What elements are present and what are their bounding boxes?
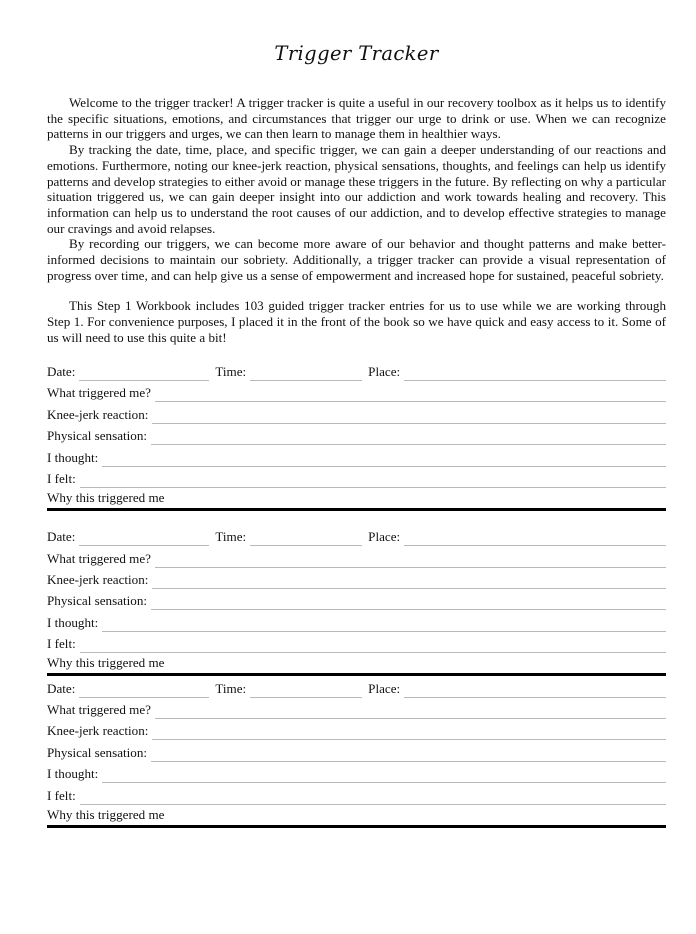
date-label: Date: (47, 529, 76, 545)
what-triggered-input[interactable] (155, 550, 666, 568)
why-triggered-label: Why this triggered me (47, 806, 165, 822)
date-label: Date: (47, 680, 76, 696)
i-thought-label: I thought: (47, 766, 99, 782)
tracker-entry (47, 360, 666, 511)
knee-jerk-label: Knee-jerk reaction: (47, 572, 149, 588)
i-felt-input[interactable] (80, 635, 666, 653)
physical-sensation-row (47, 424, 666, 445)
date-time-place-row (47, 676, 666, 697)
place-input[interactable] (404, 680, 666, 698)
what-triggered-row (47, 381, 666, 402)
i-thought-input[interactable] (102, 614, 666, 632)
page-title: Trigger Tracker (274, 42, 439, 65)
i-felt-input[interactable] (80, 470, 666, 488)
date-time-place-row (47, 525, 666, 546)
i-felt-row (47, 467, 666, 488)
entry-divider (47, 508, 666, 511)
paragraph-2: By tracking the date, time, place, and specific trigger, we can gain a deeper understanding of our reactions and emotions. Furthermore, noting our knee-jerk reaction, physical sensations, thoughts, and feelings can help us identify patterns and develop strategies to either avoid or manage these triggers in the future. By reflecting on why a particular situation triggered us, we can gain deeper insight into our addiction and work towards healing and recovery. This information can help us to understand the root causes of our addiction, and to develop effective strategies to manage our cravings and avoid relapses. (47, 142, 666, 236)
time-label: Time: (215, 529, 247, 545)
i-thought-label: I thought: (47, 449, 99, 465)
why-triggered-label: Why this triggered me (47, 655, 165, 671)
what-triggered-row (47, 698, 666, 719)
date-input[interactable] (79, 680, 209, 698)
i-felt-label: I felt: (47, 787, 76, 803)
intro-text (47, 95, 666, 346)
what-triggered-label: What triggered me? (47, 702, 151, 718)
physical-sensation-label: Physical sensation: (47, 593, 148, 609)
what-triggered-input[interactable] (155, 384, 666, 402)
i-felt-row (47, 783, 666, 804)
time-input[interactable] (250, 680, 362, 698)
entry-divider (47, 825, 666, 828)
i-felt-label: I felt: (47, 470, 76, 486)
knee-jerk-row (47, 568, 666, 589)
time-label: Time: (215, 680, 247, 696)
knee-jerk-label: Knee-jerk reaction: (47, 723, 149, 739)
i-thought-row (47, 445, 666, 466)
time-label: Time: (215, 363, 247, 379)
place-label: Place: (368, 363, 401, 379)
physical-sensation-input[interactable] (151, 592, 666, 610)
what-triggered-label: What triggered me? (47, 550, 151, 566)
place-label: Place: (368, 529, 401, 545)
what-triggered-input[interactable] (155, 701, 666, 719)
physical-sensation-label: Physical sensation: (47, 744, 148, 760)
tracker-entry (47, 676, 666, 827)
what-triggered-label: What triggered me? (47, 385, 151, 401)
physical-sensation-row (47, 589, 666, 610)
time-input[interactable] (250, 363, 362, 381)
i-thought-label: I thought: (47, 614, 99, 630)
knee-jerk-label: Knee-jerk reaction: (47, 406, 149, 422)
knee-jerk-input[interactable] (152, 571, 666, 589)
time-input[interactable] (250, 528, 362, 546)
place-input[interactable] (404, 528, 666, 546)
knee-jerk-input[interactable] (152, 406, 666, 424)
physical-sensation-row (47, 740, 666, 761)
knee-jerk-row (47, 402, 666, 423)
tracker-entry (47, 525, 666, 676)
why-triggered-label: Why this triggered me (47, 489, 165, 505)
paragraph-4: This Step 1 Workbook includes 103 guided trigger tracker entries for us to use while we are working through Step 1. For convenience purposes, I placed it in the front of the book so we have quick and easy access to it. Some of us will need to use this quite a bit! (47, 298, 666, 345)
place-input[interactable] (404, 363, 666, 381)
i-thought-input[interactable] (102, 765, 666, 783)
i-thought-row (47, 762, 666, 783)
date-time-place-row (47, 360, 666, 381)
knee-jerk-input[interactable] (152, 722, 666, 740)
place-label: Place: (368, 680, 401, 696)
date-input[interactable] (79, 363, 209, 381)
i-thought-input[interactable] (102, 449, 666, 467)
i-felt-row (47, 632, 666, 653)
physical-sensation-input[interactable] (151, 427, 666, 445)
i-thought-row (47, 610, 666, 631)
physical-sensation-input[interactable] (151, 744, 666, 762)
paragraph-1: Welcome to the trigger tracker! A trigger tracker is quite a useful in our recovery toolbox as it helps us to identify the specific situations, emotions, and circumstances that trigger our urge to drink or use. When we can recognize patterns in our triggers and urges, we can then learn to manage them in healthier ways. (47, 95, 666, 142)
date-input[interactable] (79, 528, 209, 546)
paragraph-3: By recording our triggers, we can become more aware of our behavior and thought patterns and make better-informed decisions to maintain our sobriety. Additionally, a trigger tracker can provide a visual representation of progress over time, and can help give us a sense of empowerment and increased hope for sustained, peaceful sobriety. (47, 236, 666, 283)
physical-sensation-label: Physical sensation: (47, 428, 148, 444)
page-content (47, 0, 666, 828)
knee-jerk-row (47, 719, 666, 740)
i-felt-label: I felt: (47, 636, 76, 652)
what-triggered-row (47, 546, 666, 567)
i-felt-input[interactable] (80, 787, 666, 805)
date-label: Date: (47, 363, 76, 379)
